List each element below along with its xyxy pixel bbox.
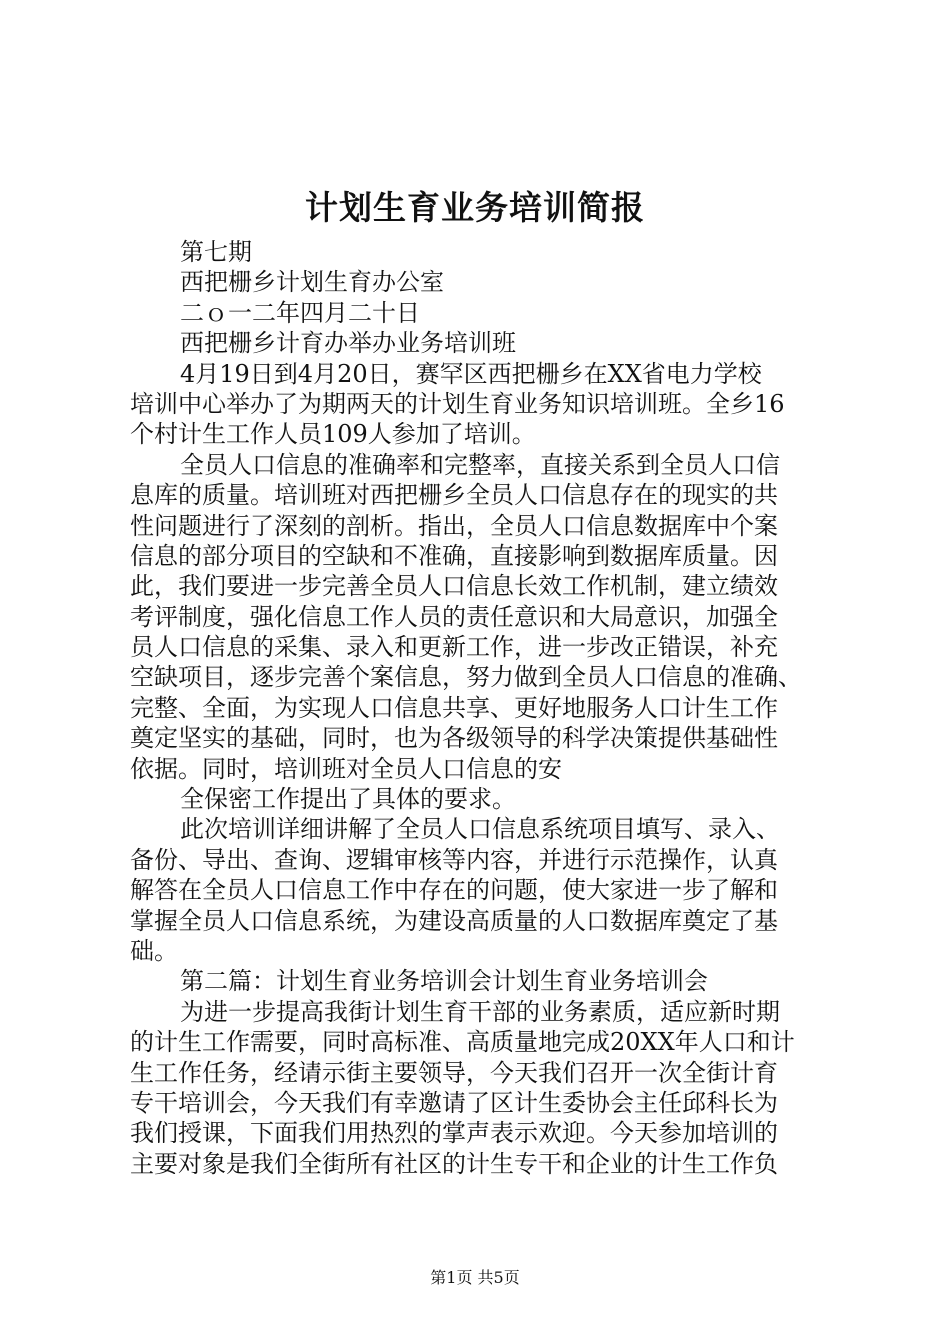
text-line: 奠定坚实的基础，同时，也为各级领导的科学决策提供基础性 xyxy=(130,724,778,753)
text-line: 培训中心举办了为期两天的计划生育业务知识培训班。全乡16 xyxy=(130,389,785,418)
text-line: 完整、全面，为实现人口信息共享、更好地服务人口计生工作 xyxy=(130,693,778,722)
text-line: 西把栅乡计划生育办公室 xyxy=(180,268,444,297)
text-line: 解答在全员人口信息工作中存在的问题，使大家进一步了解和 xyxy=(130,876,778,905)
text-line: 息库的质量。培训班对西把栅乡全员人口信息存在的现实的共 xyxy=(130,481,778,510)
text-line: 4月19日到4月20日，赛罕区西把栅乡在XX省电力学校 xyxy=(180,359,762,388)
text-line: 西把栅乡计育办举办业务培训班 xyxy=(180,329,516,358)
document-body xyxy=(130,237,830,1179)
text-line: 我们授课，下面我们用热烈的掌声表示欢迎。今天参加培训的 xyxy=(130,1119,778,1148)
text-line: 依据。同时，培训班对全员人口信息的安 xyxy=(130,754,562,783)
text-line: 生工作任务，经请示街主要领导，今天我们召开一次全街计育 xyxy=(130,1058,778,1087)
text-line: 性问题进行了深刻的剖析。指出，全员人口信息数据库中个案 xyxy=(130,511,778,540)
text-line: 全保密工作提出了具体的要求。 xyxy=(180,785,516,814)
text-line: 全员人口信息的准确率和完整率，直接关系到全员人口信 xyxy=(180,450,780,479)
text-line: 为进一步提高我街计划生育干部的业务素质，适应新时期 xyxy=(180,997,780,1026)
text-line: 掌握全员人口信息系统，为建设高质量的人口数据库奠定了基 xyxy=(130,906,778,935)
text-line: 考评制度，强化信息工作人员的责任意识和大局意识，加强全 xyxy=(130,602,778,631)
text-line: 个村计生工作人员109人参加了培训。 xyxy=(130,420,536,449)
text-line: 此，我们要进一步完善全员人口信息长效工作机制，建立绩效 xyxy=(130,572,778,601)
text-line: 此次培训详细讲解了全员人口信息系统项目填写、录入、 xyxy=(180,815,780,844)
text-line: 空缺项目，逐步完善个案信息，努力做到全员人口信息的准确、 xyxy=(130,663,802,692)
text-line: 信息的部分项目的空缺和不准确，直接影响到数据库质量。因 xyxy=(130,541,778,570)
page-footer: 第1页 共5页 xyxy=(430,1268,520,1287)
text-line: 备份、导出、查询、逻辑审核等内容，并进行示范操作，认真 xyxy=(130,845,778,874)
text-line: 二ｏ一二年四月二十日 xyxy=(180,298,420,327)
text-line: 专干培训会，今天我们有幸邀请了区计生委协会主任邱科长为 xyxy=(130,1088,778,1117)
text-line: 员人口信息的采集、录入和更新工作，进一步改正错误，补充 xyxy=(130,633,778,662)
text-line: 第二篇：计划生育业务培训会计划生育业务培训会 xyxy=(180,967,708,996)
text-line: 第七期 xyxy=(180,238,252,266)
text-line: 础。 xyxy=(130,936,178,965)
text-line: 主要对象是我们全街所有社区的计生专干和企业的计生工作负 xyxy=(130,1149,778,1178)
document-title: 计划生育业务培训简报 xyxy=(305,188,645,227)
text-line: 的计生工作需要，同时高标准、高质量地完成20XX年人口和计 xyxy=(130,1028,795,1057)
